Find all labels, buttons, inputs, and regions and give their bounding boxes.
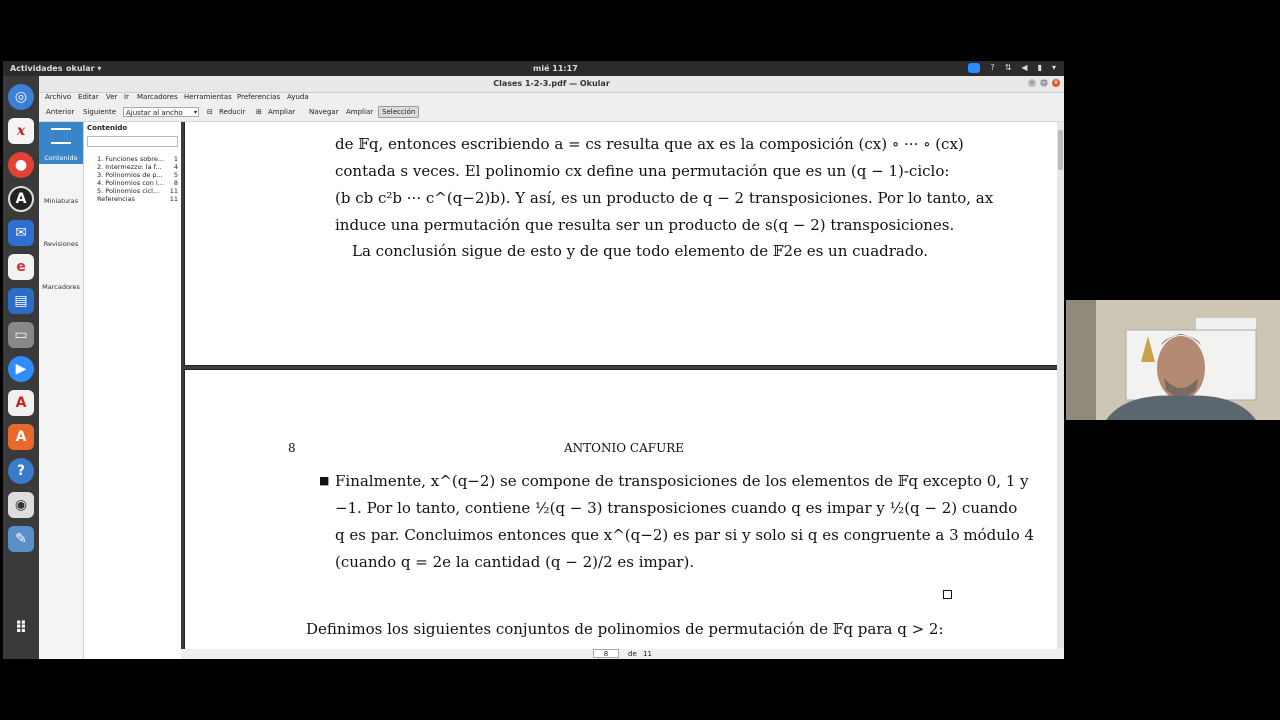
- contents-search-input[interactable]: [87, 136, 178, 147]
- zoom-in-icon[interactable]: ⊞: [256, 108, 262, 116]
- contents-header: Contenido: [87, 124, 128, 132]
- writer-icon[interactable]: ▤: [8, 288, 34, 314]
- close-button[interactable]: ×: [1053, 79, 1059, 86]
- zoom-icon[interactable]: ▶: [8, 356, 34, 382]
- toc-item[interactable]: 5. Polinomios cicl... 11: [97, 187, 178, 195]
- zoom-mode-select[interactable]: Ajustar al ancho ▾: [123, 107, 199, 117]
- clock[interactable]: mié 11:17: [533, 64, 578, 73]
- minimize-button[interactable]: –: [1028, 79, 1036, 87]
- text-line: induce una permutación que resulta ser un producto de s(q − 2) transposiciones.: [335, 216, 955, 234]
- next-page-button[interactable]: Siguiente: [83, 108, 117, 116]
- zoom-tray-icon[interactable]: [968, 63, 980, 73]
- app-grid-icon[interactable]: ⠿: [14, 617, 28, 637]
- contents-panel: [84, 122, 182, 659]
- pdf-page: [185, 370, 1058, 649]
- window-titlebar[interactable]: [39, 76, 1064, 93]
- tab-miniaturas[interactable]: Miniaturas: [43, 197, 79, 205]
- inkscape-icon[interactable]: A: [8, 186, 34, 212]
- menu-ir[interactable]: Ir: [124, 93, 129, 101]
- texmaker-icon[interactable]: x: [8, 118, 34, 144]
- desktop-screen: [3, 61, 1064, 659]
- dock: [3, 76, 39, 659]
- total-pages: 11: [643, 650, 652, 658]
- zoom-out-button[interactable]: Reducir: [219, 108, 246, 116]
- chrome-icon[interactable]: ●: [8, 152, 34, 178]
- text-line: contada s veces. El polinomio cx define una permutación que es un (q − 1)-ciclo:: [335, 162, 950, 180]
- app-menu[interactable]: okular ▾: [66, 64, 102, 73]
- browse-tool-button[interactable]: Navegar: [309, 108, 339, 116]
- menu-ver[interactable]: Ver: [106, 93, 118, 101]
- tab-revisiones[interactable]: Revisiones: [43, 240, 79, 248]
- thunderbird-icon[interactable]: ✉: [8, 220, 34, 246]
- battery-icon[interactable]: ▮: [1037, 63, 1042, 72]
- menu-marcadores[interactable]: Marcadores: [137, 93, 178, 101]
- document-view[interactable]: [181, 122, 1064, 649]
- text-line: (b cb c²b ··· c^(q−2)b). Y así, es un producto de q − 2 transposiciones. Por lo tanto, ax: [335, 189, 994, 207]
- menu-herramientas[interactable]: Herramientas: [184, 93, 232, 101]
- toc-item[interactable]: Referencias 11: [97, 195, 178, 203]
- zoom-out-icon[interactable]: ⊟: [207, 108, 213, 116]
- okular-window: [39, 76, 1064, 659]
- help-icon[interactable]: ?: [8, 458, 34, 484]
- system-tray[interactable]: [968, 63, 1056, 73]
- activities-button[interactable]: Actividades: [10, 64, 63, 73]
- tab-marcadores[interactable]: Marcadores: [42, 283, 80, 291]
- of-label: de: [628, 650, 637, 658]
- pdf-page: [185, 122, 1058, 365]
- text-line: Finalmente, x^(q−2) se compone de transposiciones de los elementos de 𝔽q excepto 0, 1 y: [335, 472, 1029, 490]
- chevron-down-icon: ▾: [193, 109, 197, 116]
- text-line: (cuando q = 2e la cantidad (q − 2)/2 es impar).: [335, 553, 695, 571]
- help-icon[interactable]: ?: [990, 63, 995, 72]
- gnome-top-bar: [3, 61, 1064, 76]
- qed-square-icon: [943, 590, 952, 599]
- text-line: q es par. Concluimos entonces que x^(q−2) es par si y solo si q es congruente a 3 módulo 4: [335, 526, 1035, 544]
- current-page-input[interactable]: 8: [593, 649, 619, 658]
- chevron-down-icon[interactable]: ▾: [1051, 63, 1056, 72]
- text-line: −1. Por lo tanto, contiene ½(q − 3) transposiciones cuando q es impar y ½(q − 2) cuando: [335, 499, 1018, 517]
- menu-preferencias[interactable]: Preferencias: [237, 93, 281, 101]
- menu-archivo[interactable]: Archivo: [45, 93, 72, 101]
- sidebar-tabs: [39, 122, 84, 659]
- toc-item[interactable]: 3. Polinomios de p... 5: [97, 171, 178, 179]
- magnify-tool-button[interactable]: Ampliar: [346, 108, 374, 116]
- maximize-button[interactable]: □: [1041, 79, 1047, 86]
- menu-ayuda[interactable]: Ayuda: [287, 93, 309, 101]
- camera-icon[interactable]: ◉: [8, 492, 34, 518]
- window-title: Clases 1-2-3.pdf — Okular: [493, 79, 610, 88]
- evince-icon[interactable]: e: [8, 254, 34, 280]
- toolbar: [39, 105, 1064, 122]
- selection-tool-button[interactable]: Selección: [378, 106, 419, 118]
- page-number: 8: [288, 441, 296, 455]
- menubar: [39, 92, 1064, 104]
- files-icon[interactable]: ▭: [8, 322, 34, 348]
- page-status-bar: [181, 649, 1064, 659]
- bullet-icon: ■: [319, 474, 330, 487]
- scrollbar-thumb[interactable]: [1058, 130, 1063, 170]
- webcam-image: [1066, 300, 1280, 420]
- zoom-in-button[interactable]: Ampliar: [268, 108, 296, 116]
- text-line: La conclusión sigue de esto y de que todo elemento de 𝔽2e es un cuadrado.: [352, 242, 928, 260]
- okular-icon[interactable]: ✎: [8, 526, 34, 552]
- webcam-video: [1066, 300, 1280, 420]
- contents-icon: [51, 128, 71, 144]
- toc-item[interactable]: 2. Intermezzo: la f... 4: [97, 163, 178, 171]
- volume-icon[interactable]: ◀: [1021, 63, 1028, 72]
- toc-item[interactable]: 1. Funciones sobre... 1: [97, 155, 178, 163]
- previous-page-button[interactable]: Anterior: [46, 108, 75, 116]
- vertical-scrollbar[interactable]: [1057, 122, 1064, 649]
- text-line: Definimos los siguientes conjuntos de polinomios de permutación de 𝔽q para q > 2:: [306, 620, 944, 638]
- menu-editar[interactable]: Editar: [78, 93, 99, 101]
- tab-contenido[interactable]: Contenido: [39, 122, 83, 164]
- running-head: ANTONIO CAFURE: [564, 441, 684, 455]
- network-icon[interactable]: ⇅: [1004, 63, 1012, 72]
- toc-item[interactable]: 4. Polinomios con i... 8: [97, 179, 178, 187]
- chromium-icon[interactable]: ◎: [8, 84, 34, 110]
- software-center-icon[interactable]: A: [8, 424, 34, 450]
- acrobat-icon[interactable]: A: [8, 390, 34, 416]
- text-line: de 𝔽q, entonces escribiendo a = cs resulta que ax es la composición (cx) ∘ ··· ∘ (cx): [335, 135, 964, 153]
